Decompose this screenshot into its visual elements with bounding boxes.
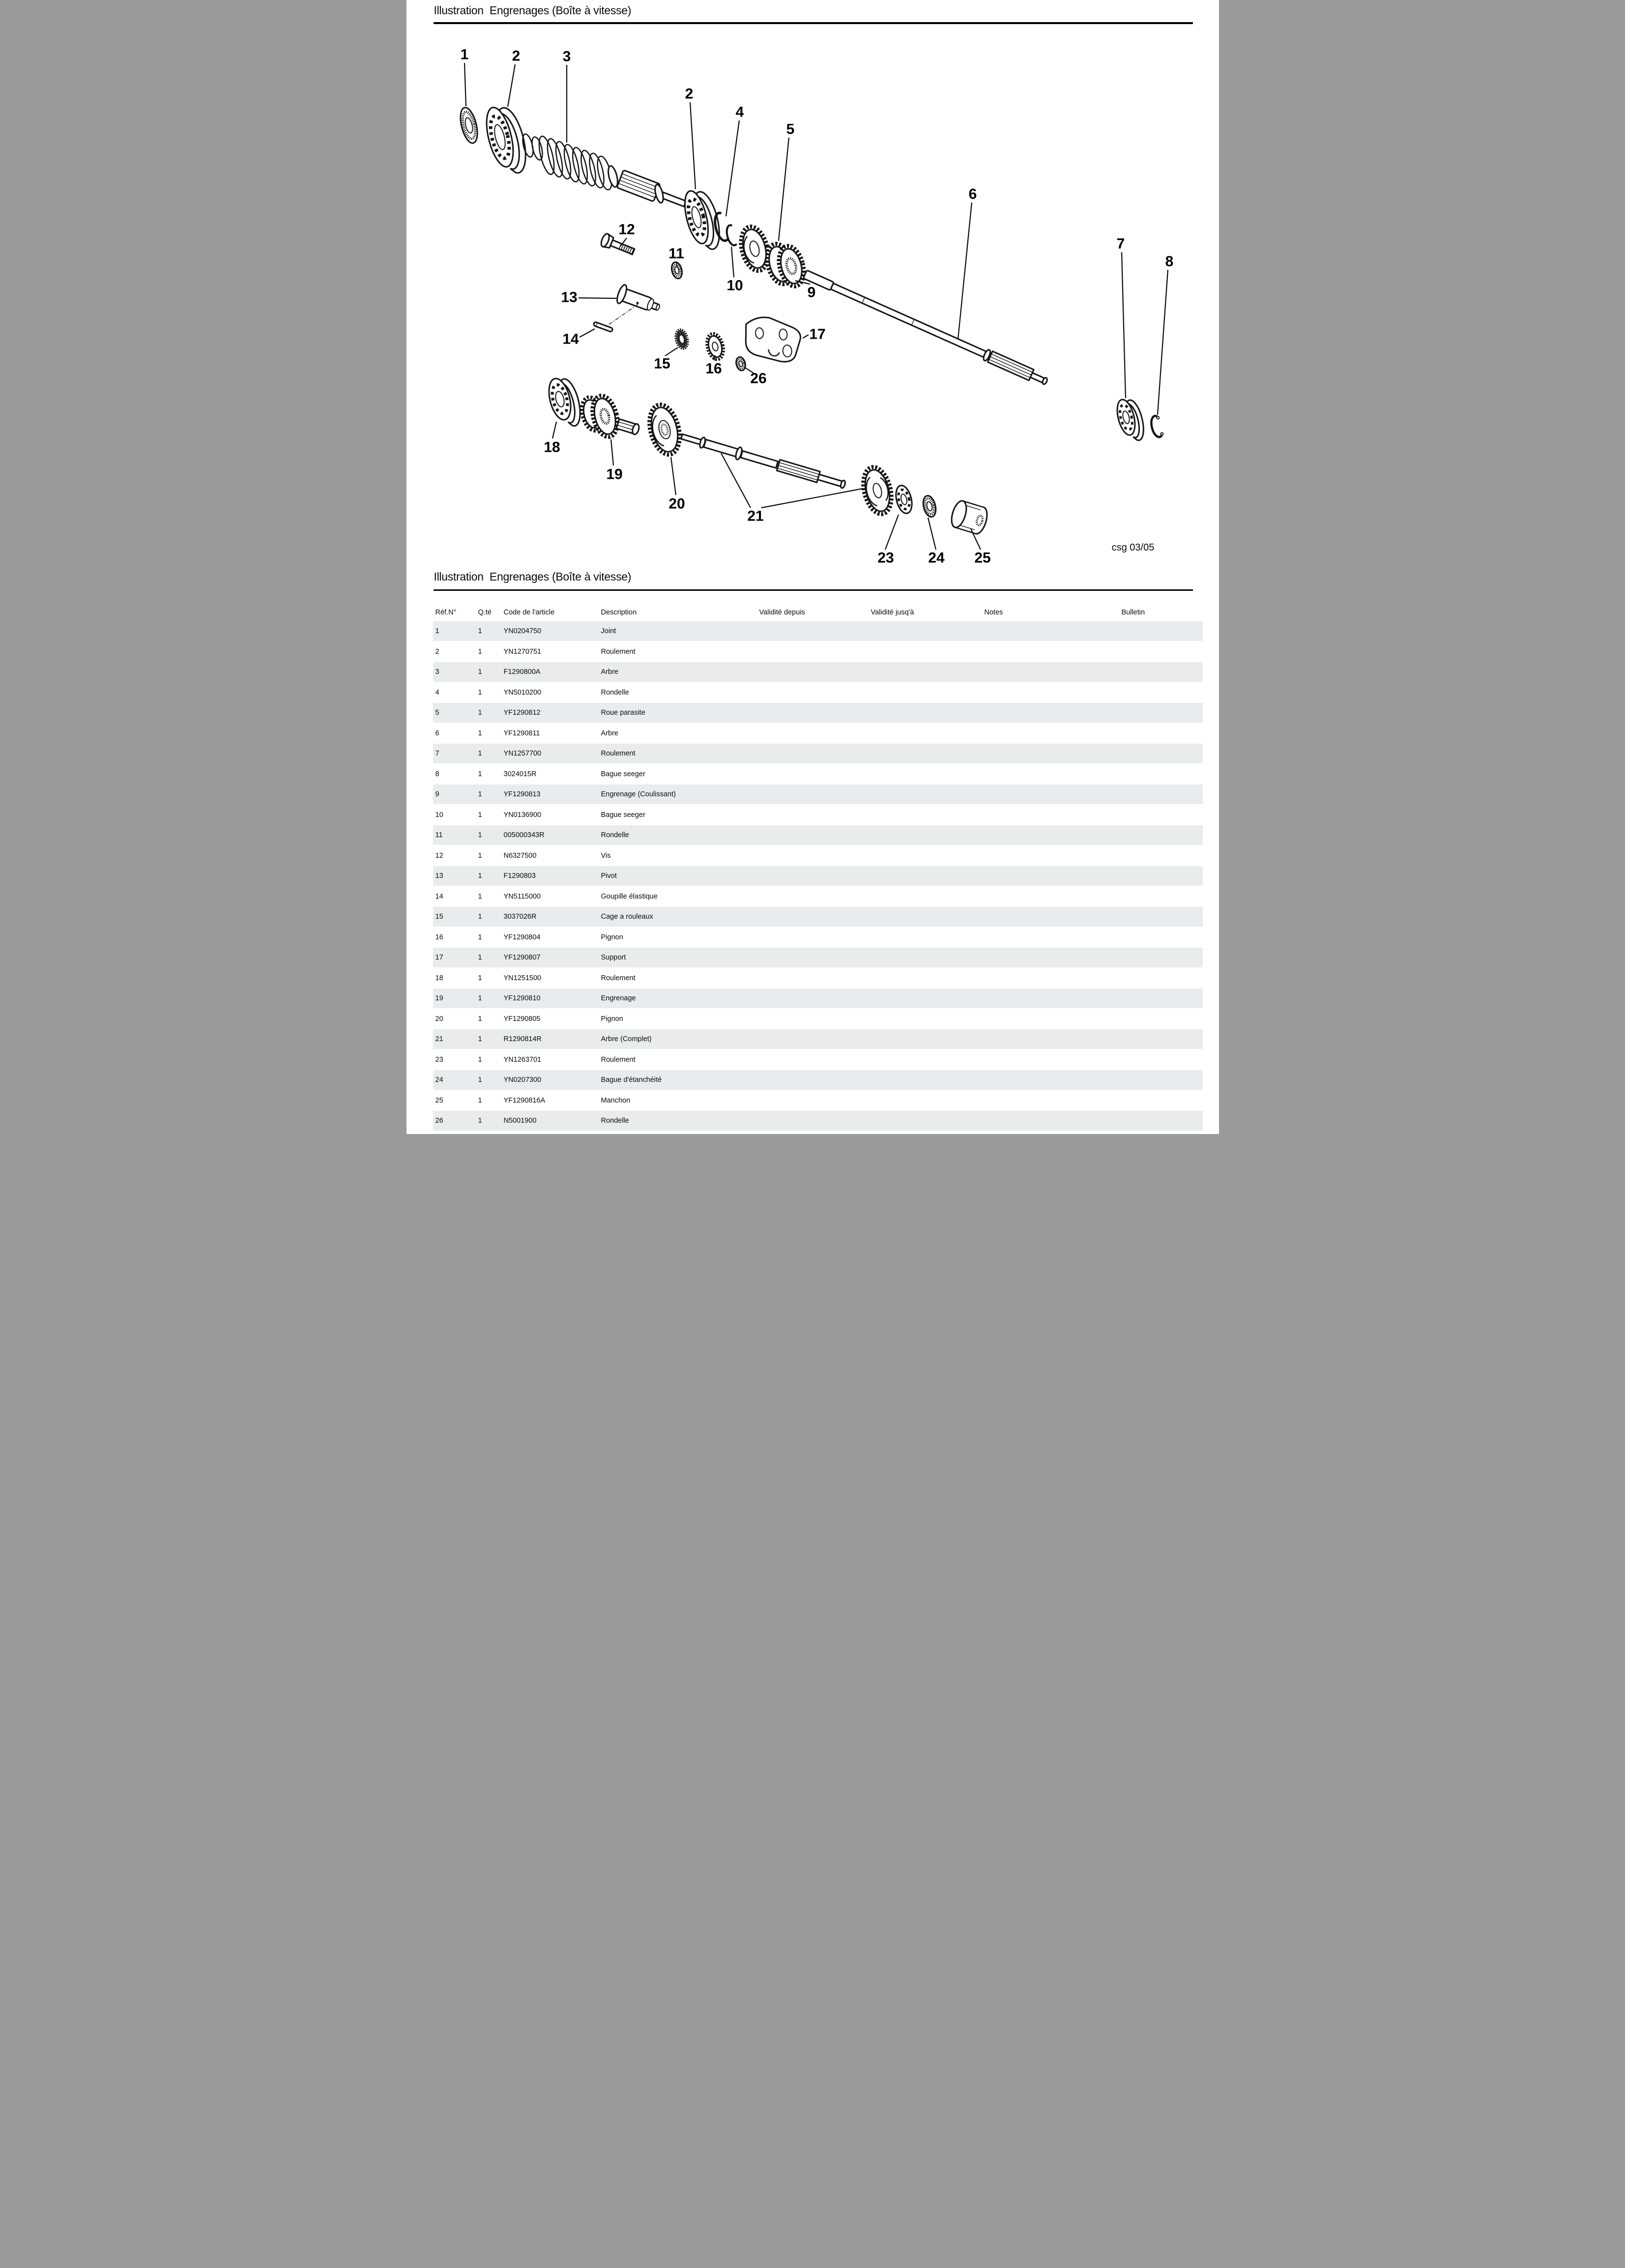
callout-leader-15 (665, 348, 678, 356)
cell-ref: 4 (435, 688, 439, 697)
cell-ref: 16 (435, 933, 443, 941)
cell-code: 3024015R (503, 770, 537, 778)
cell-qty: 1 (478, 688, 482, 697)
cell-desc: Joint (601, 627, 616, 635)
callout-leader-14 (580, 329, 595, 337)
callout-leader-2 (690, 102, 696, 189)
table-row (433, 1050, 1203, 1070)
cell-code: F1290800A (503, 668, 541, 676)
cell-qty: 1 (478, 1015, 482, 1023)
callout-26: 26 (750, 370, 767, 387)
callout-leader-20 (671, 457, 676, 495)
callout-leader-10 (731, 247, 734, 277)
callout-12: 12 (618, 221, 635, 238)
cell-desc: Vis (601, 851, 611, 860)
cell-code: 3037026R (503, 913, 537, 921)
cell-code: 005000343R (503, 831, 545, 839)
part-13-pivot (615, 284, 662, 317)
part-1-joint (457, 106, 480, 145)
table-row (433, 703, 1203, 723)
part-14-goupille (593, 321, 612, 332)
part-20-pignon (644, 402, 684, 458)
cell-desc: Pivot (601, 872, 617, 880)
part-18-roulement (545, 376, 584, 427)
table-section-title: Illustration Engrenages (Boîte à vitesse) (434, 570, 632, 583)
cell-code: R1290814R (503, 1035, 542, 1043)
part-24-bague-etancheite (921, 494, 938, 518)
callout-23: 23 (877, 550, 894, 566)
table-row (433, 744, 1203, 763)
callout-leader-6 (958, 203, 972, 339)
table-row (433, 642, 1203, 662)
table-row (433, 1091, 1203, 1110)
cell-ref: 10 (435, 811, 443, 819)
cell-desc: Arbre (601, 668, 618, 676)
page-title: Illustration Engrenages (Boîte à vitesse) (434, 4, 632, 17)
cell-qty: 1 (478, 1117, 482, 1125)
cell-ref: 25 (435, 1096, 443, 1105)
cell-desc: Rondelle (601, 831, 629, 839)
cell-qty: 1 (478, 627, 482, 635)
cell-qty: 1 (478, 709, 482, 717)
cell-desc: Rondelle (601, 688, 629, 697)
table-row (433, 724, 1203, 743)
cell-desc: Manchon (601, 1096, 631, 1105)
table-row (433, 846, 1203, 866)
callout-17: 17 (809, 326, 826, 343)
callout-leader-7 (1122, 252, 1126, 398)
header-code: Code de l'article (503, 609, 555, 616)
cell-qty: 1 (478, 1035, 482, 1043)
cell-code: YN5115000 (503, 892, 541, 901)
callout-9: 9 (807, 284, 815, 301)
callout-13: 13 (560, 289, 578, 306)
cell-desc: Engrenage (601, 994, 636, 1002)
header-ref: Réf.N° (435, 609, 457, 616)
exploded-diagram (406, 25, 1219, 569)
cell-ref: 14 (435, 892, 443, 901)
callout-leader-17 (803, 335, 809, 338)
cell-qty: 1 (478, 994, 482, 1002)
cell-code: YF1290811 (503, 729, 540, 737)
table-row (433, 866, 1203, 886)
cell-qty: 1 (478, 729, 482, 737)
part-10-bague-seeger (725, 225, 736, 246)
callout-leader-18 (552, 422, 556, 438)
cell-ref: 1 (435, 627, 439, 635)
header-description: Description (601, 609, 637, 616)
cell-ref: 12 (435, 851, 443, 860)
cell-code: YN1263701 (503, 1055, 542, 1064)
cell-code: N6327500 (503, 851, 537, 860)
cell-desc: Roulement (601, 974, 636, 982)
callout-leader-4 (726, 120, 739, 216)
callout-leader-21 (761, 489, 863, 508)
cell-qty: 1 (478, 668, 482, 676)
cell-ref: 2 (435, 647, 439, 656)
table-row (433, 1009, 1203, 1029)
cell-qty: 1 (478, 913, 482, 921)
cell-desc: Arbre (601, 729, 618, 737)
table-row (433, 1111, 1203, 1131)
cell-desc: Roulement (601, 750, 636, 757)
cell-ref: 23 (435, 1055, 443, 1064)
cell-desc: Roue parasite (601, 709, 645, 717)
callout-14: 14 (562, 331, 579, 348)
cell-code: YF1290805 (503, 1015, 541, 1023)
callout-1: 1 (460, 46, 468, 63)
table-row (433, 968, 1203, 988)
part-6-arbre (802, 269, 1048, 387)
callout-leader-11 (676, 262, 677, 266)
table-row (433, 1029, 1203, 1049)
callout-leader-1 (464, 63, 466, 106)
cell-ref: 8 (435, 770, 439, 778)
cell-desc: Bague seeger (601, 770, 645, 778)
cell-qty: 1 (478, 851, 482, 860)
part-25-manchon (949, 499, 989, 535)
cell-code: YF1290813 (503, 790, 541, 798)
cell-ref: 5 (435, 709, 439, 717)
cell-qty: 1 (478, 1076, 482, 1084)
part-26-rondelle (734, 356, 746, 372)
cell-code: YN0207300 (503, 1076, 542, 1084)
callout-2: 2 (685, 86, 693, 102)
cell-desc: Rondelle (601, 1117, 629, 1125)
callout-18: 18 (543, 439, 560, 456)
table-row (433, 785, 1203, 804)
cell-code: YF1290812 (503, 709, 541, 717)
cell-desc: Bague seeger (601, 811, 645, 819)
table-row (433, 662, 1203, 682)
part-17-support (744, 315, 802, 365)
cell-code: YF1290807 (503, 954, 541, 961)
table-row (433, 764, 1203, 784)
title-divider (434, 22, 1193, 24)
callout-15: 15 (653, 355, 670, 372)
callout-11: 11 (668, 245, 684, 262)
part-23-roulement (858, 464, 914, 517)
part-19-engrenage (578, 392, 639, 442)
cell-qty: 1 (478, 1096, 482, 1105)
centerline (609, 303, 639, 324)
cell-ref: 19 (435, 994, 443, 1002)
header-qty: Q.té (478, 609, 492, 616)
part-2-roulement-a (481, 105, 531, 174)
callout-leader-21 (721, 453, 751, 508)
cell-ref: 13 (435, 872, 443, 880)
part-9-engrenage-coulissant (763, 238, 808, 291)
header-validite-jusqua: Validité jusq'à (871, 609, 914, 616)
cell-desc: Bague d'étanchéité (601, 1076, 662, 1084)
table-row (433, 948, 1203, 967)
table-row (433, 805, 1203, 825)
callout-19: 19 (606, 466, 623, 483)
table-row (433, 1070, 1203, 1090)
table-row (433, 683, 1203, 702)
cell-qty: 1 (478, 1055, 482, 1064)
callout-leader-2 (508, 64, 515, 107)
table-row (433, 928, 1203, 947)
cell-qty: 1 (478, 647, 482, 656)
callout-25: 25 (974, 550, 991, 566)
table-row (433, 907, 1203, 927)
table-divider (434, 589, 1193, 591)
header-notes: Notes (984, 609, 1003, 616)
part-7-roulement (1114, 398, 1147, 441)
callout-24: 24 (928, 550, 945, 566)
cell-qty: 1 (478, 831, 482, 839)
table-row (433, 621, 1203, 641)
cell-ref: 20 (435, 1015, 443, 1023)
cell-qty: 1 (478, 872, 482, 880)
cell-qty: 1 (478, 933, 482, 941)
cell-ref: 18 (435, 974, 443, 982)
callout-layer (460, 47, 1173, 566)
cell-code: YN1251500 (503, 974, 542, 982)
callout-leader-24 (928, 518, 936, 550)
cell-ref: 21 (435, 1035, 443, 1043)
callout-5: 5 (786, 121, 794, 138)
cell-qty: 1 (478, 892, 482, 901)
header-validite-depuis: Validité depuis (759, 609, 805, 616)
catalog-page (406, 0, 1219, 1134)
diagram-artwork (457, 105, 1163, 535)
callout-20: 20 (668, 495, 685, 512)
cell-ref: 7 (435, 750, 439, 757)
cell-ref: 17 (435, 954, 443, 961)
cell-code: N5001900 (503, 1117, 537, 1125)
callout-3: 3 (562, 48, 571, 65)
diagram-caption: csg 03/05 (1111, 542, 1154, 553)
callout-7: 7 (1116, 235, 1125, 252)
part-21-arbre-complet (680, 431, 846, 491)
cell-code: YN1270751 (503, 647, 542, 656)
cell-desc: Goupille élastique (601, 892, 658, 901)
cell-ref: 24 (435, 1076, 443, 1084)
part-15-cage-a-rouleaux (673, 327, 690, 350)
part-2-roulement-b (680, 189, 724, 251)
cell-desc: Cage a rouleaux (601, 913, 653, 921)
cell-code: YN1257700 (503, 750, 542, 757)
cell-qty: 1 (478, 750, 482, 757)
cell-code: F1290803 (503, 872, 536, 880)
cell-desc: Pignon (601, 933, 623, 941)
cell-ref: 11 (435, 831, 443, 839)
cell-qty: 1 (478, 770, 482, 778)
callout-8: 8 (1165, 253, 1173, 270)
callout-leader-23 (885, 515, 899, 550)
cell-desc: Support (601, 954, 626, 961)
table-row (433, 887, 1203, 906)
callout-2: 2 (512, 48, 520, 64)
callout-leader-5 (779, 138, 789, 241)
header-bulletin: Bulletin (1121, 609, 1145, 616)
cell-desc: Pignon (601, 1015, 623, 1023)
cell-ref: 3 (435, 668, 439, 676)
callout-21: 21 (747, 508, 764, 524)
cell-qty: 1 (478, 974, 482, 982)
cell-qty: 1 (478, 811, 482, 819)
cell-code: YF1290804 (503, 933, 541, 941)
parts-table-rows (406, 621, 1219, 1134)
cell-qty: 1 (478, 790, 482, 798)
callout-6: 6 (968, 186, 977, 203)
cell-desc: Roulement (601, 1055, 636, 1064)
callout-10: 10 (726, 277, 743, 294)
cell-desc: Engrenage (Coulissant) (601, 790, 676, 798)
cell-code: YN5010200 (503, 688, 542, 697)
cell-desc: Roulement (601, 647, 636, 656)
cell-desc: Arbre (Complet) (601, 1035, 652, 1043)
table-row (433, 989, 1203, 1008)
part-3-arbre (521, 133, 686, 207)
cell-ref: 9 (435, 790, 439, 798)
cell-ref: 6 (435, 729, 439, 737)
cell-code: YN0136900 (503, 811, 542, 819)
callout-16: 16 (705, 360, 722, 377)
part-8-bague-seeger (1149, 415, 1163, 438)
callout-leader-19 (611, 439, 613, 465)
callout-4: 4 (735, 104, 744, 120)
cell-qty: 1 (478, 954, 482, 961)
cell-code: YF1290810 (503, 994, 541, 1002)
cell-ref: 26 (435, 1117, 443, 1125)
cell-code: YF1290816A (503, 1096, 546, 1105)
cell-ref: 15 (435, 913, 443, 921)
cell-code: YN0204750 (503, 627, 542, 635)
callout-leader-8 (1158, 270, 1168, 415)
table-row (433, 825, 1203, 845)
